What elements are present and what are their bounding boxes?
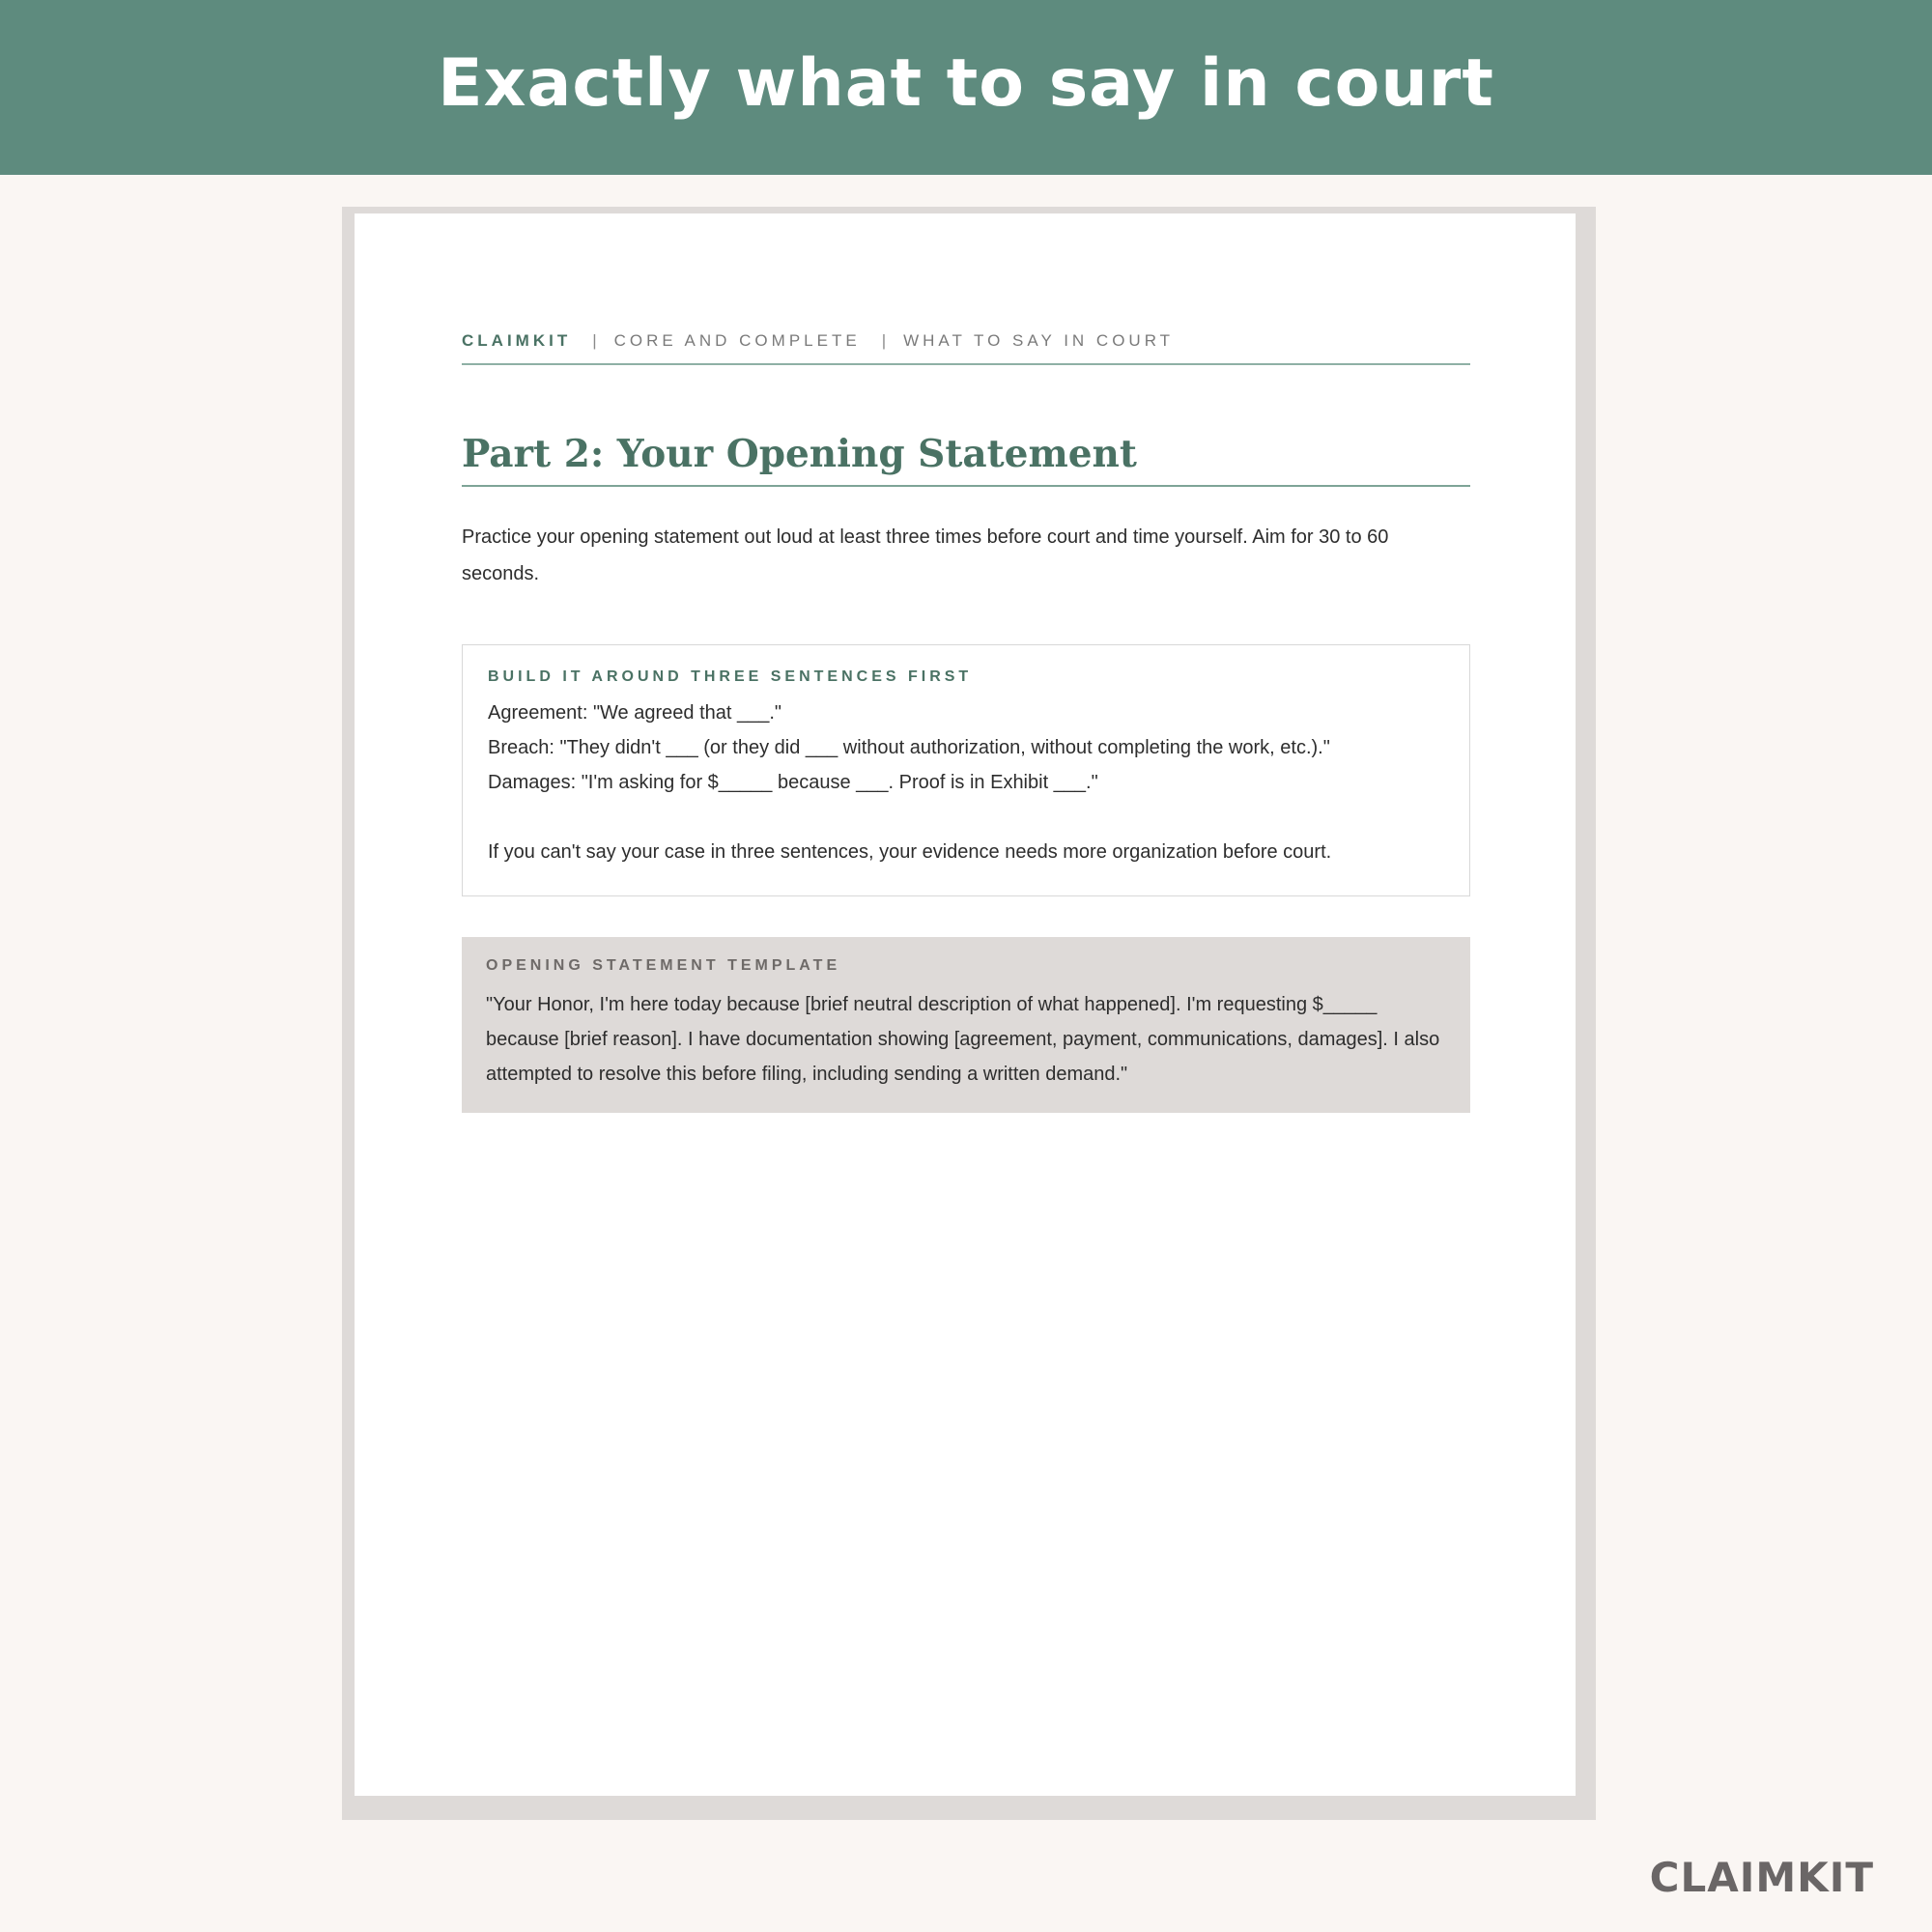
breadcrumb-section: CORE AND COMPLETE bbox=[613, 331, 861, 350]
page-title: Part 2: Your Opening Statement bbox=[462, 432, 1137, 476]
header-banner bbox=[0, 0, 1932, 175]
title-divider bbox=[462, 485, 1470, 487]
banner-title: Exactly what to say in court bbox=[438, 45, 1494, 122]
three-sentences-list bbox=[488, 696, 1454, 800]
breadcrumb bbox=[462, 331, 1470, 351]
three-sentences-heading: BUILD IT AROUND THREE SENTENCES FIRST bbox=[488, 668, 973, 685]
document-page bbox=[355, 213, 1576, 1796]
template-body: "Your Honor, I'm here today because [brief neutral description of what happened]. I'm requesting $_____ because [brief reason]. I have documentation showing [agreement, payment, communications, damages]. I also attempted to resolve this before filing, including sending a written demand." bbox=[486, 994, 1440, 1085]
breadcrumb-separator: | bbox=[881, 331, 887, 350]
opening-statement-template-box bbox=[462, 937, 1470, 1113]
breadcrumb-brand: CLAIMKIT bbox=[462, 331, 572, 350]
breach-line: Breach: "They didn't ___ (or they did ___ without authorization, without completing the work, etc.)." bbox=[488, 737, 1330, 758]
template-heading: OPENING STATEMENT TEMPLATE bbox=[486, 957, 841, 974]
three-sentences-note: If you can't say your case in three sentences, your evidence needs more organization before court. bbox=[488, 841, 1332, 863]
breadcrumb-separator: | bbox=[592, 331, 597, 350]
breadcrumb-divider bbox=[462, 363, 1470, 365]
three-sentences-box bbox=[462, 644, 1470, 896]
intro-paragraph: Practice your opening statement out loud at least three times before court and time yourself. Aim for 30 to 60 seconds. bbox=[462, 526, 1389, 584]
footer-logo: CLAIMKIT bbox=[1649, 1854, 1874, 1901]
damages-line: Damages: "I'm asking for $_____ because ___. Proof is in Exhibit ___." bbox=[488, 772, 1098, 793]
breadcrumb-page: WHAT TO SAY IN COURT bbox=[903, 331, 1175, 350]
agreement-line: Agreement: "We agreed that ___." bbox=[488, 702, 782, 724]
